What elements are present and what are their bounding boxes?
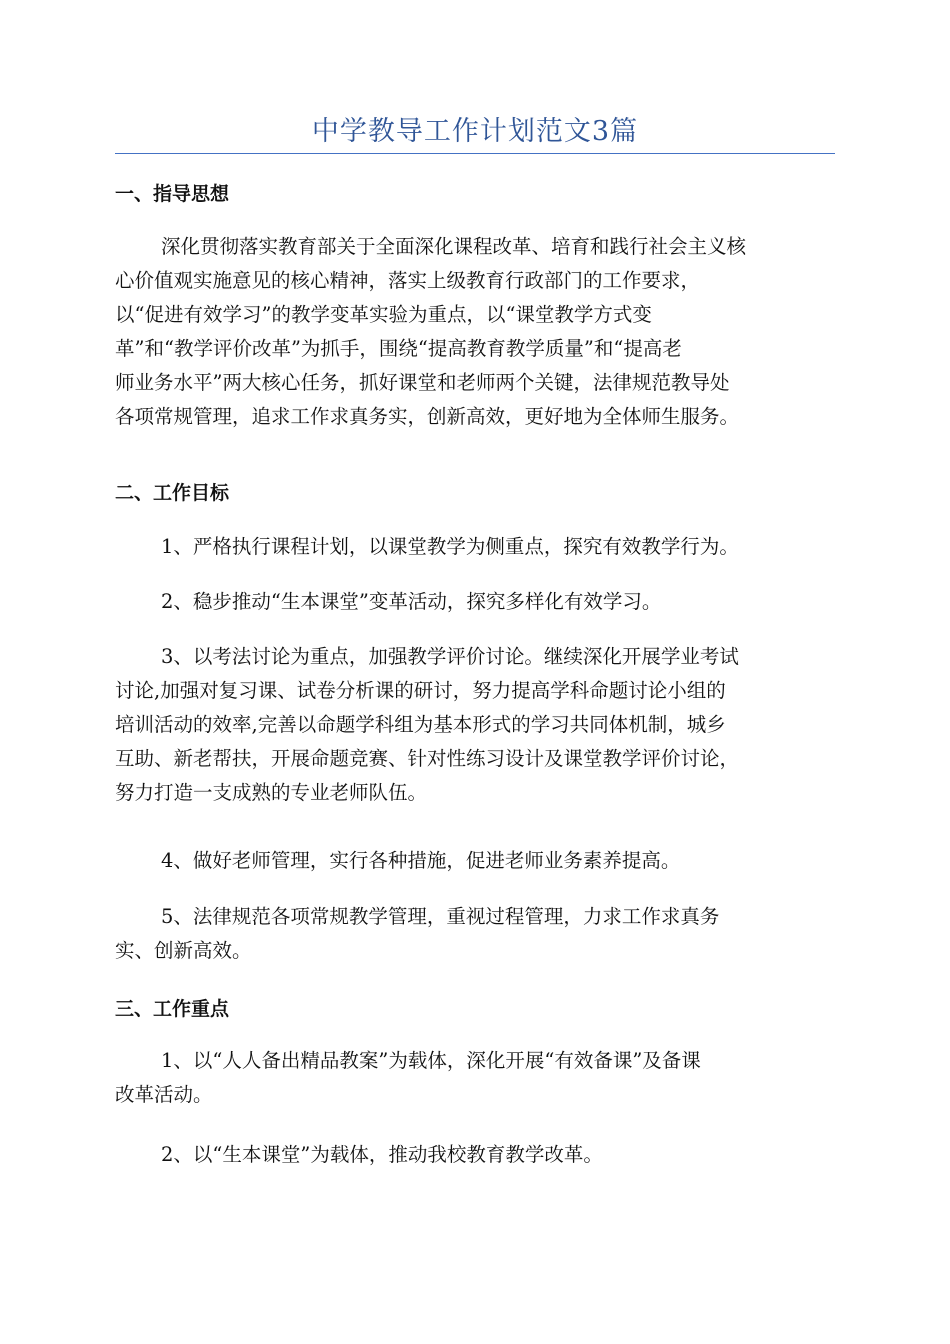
goal-item-1 <box>115 530 833 564</box>
paragraph-line: 师业务水平”两大核心任务，抓好课堂和老师两个关键，法律规范教导处 <box>115 371 730 394</box>
focus-item-1 <box>115 1044 833 1112</box>
paragraph-line: 培训活动的效率,完善以命题学科组为基本形式的学习共同体机制，城乡 <box>115 713 726 736</box>
paragraph-line: 心价值观实施意见的核心精神，落实上级教育行政部门的工作要求， <box>115 269 701 292</box>
paragraph-line: 各项常规管理，追求工作求真务实，创新高效，更好地为全体师生服务。 <box>115 405 740 428</box>
focus-item-2 <box>115 1138 833 1172</box>
document-title: 中学教导工作计划范文3篇 <box>311 116 639 147</box>
paragraph-line: 改革活动。 <box>115 1083 213 1106</box>
paragraph-line: 实、创新高效。 <box>115 939 252 962</box>
goal-item-5 <box>115 900 833 968</box>
paragraph-line: 4、做好老师管理，实行各种措施，促进老师业务素养提高。 <box>161 849 681 872</box>
paragraph-line: 5、法律规范各项常规教学管理，重视过程管理，力求工作求真务 <box>161 905 720 928</box>
section-heading-work-goals: 二、工作目标 <box>115 482 230 504</box>
title-underline <box>115 153 835 154</box>
paragraph-guiding-ideology <box>115 230 833 434</box>
goal-item-4 <box>115 844 833 878</box>
paragraph-line: 互助、新老帮扶，开展命题竞赛、针对性练习设计及课堂教学评价讨论， <box>115 747 740 770</box>
paragraph-line: 讨论,加强对复习课、试卷分析课的研讨，努力提高学科命题讨论小组的 <box>115 679 726 702</box>
paragraph-line: 3、以考法讨论为重点，加强教学评价讨论。继续深化开展学业考试 <box>161 645 739 668</box>
paragraph-line: 1、严格执行课程计划，以课堂教学为侧重点，探究有效教学行为。 <box>161 535 739 558</box>
paragraph-line: 以“促进有效学习”的教学变革实验为重点，以“课堂教学方式变 <box>115 303 652 326</box>
goal-item-2 <box>115 585 833 619</box>
section-heading-work-focus: 三、工作重点 <box>115 998 230 1020</box>
section-heading-guiding-ideology: 一、指导思想 <box>115 183 230 205</box>
paragraph-line: 2、稳步推动“生本课堂”变革活动，探究多样化有效学习。 <box>161 590 662 613</box>
paragraph-line: 2、以“生本课堂”为载体，推动我校教育教学改革。 <box>161 1143 603 1166</box>
goal-item-3 <box>115 640 833 810</box>
paragraph-line: 革”和“教学评价改革”为抓手，围绕“提高教育教学质量”和“提高老 <box>115 337 682 360</box>
paragraph-line: 1、以“人人备出精品教案”为载体，深化开展“有效备课”及备课 <box>161 1049 701 1072</box>
paragraph-line: 努力打造一支成熟的专业老师队伍。 <box>115 781 428 804</box>
paragraph-line: 深化贯彻落实教育部关于全面深化课程改革、培育和践行社会主义核 <box>161 235 747 258</box>
